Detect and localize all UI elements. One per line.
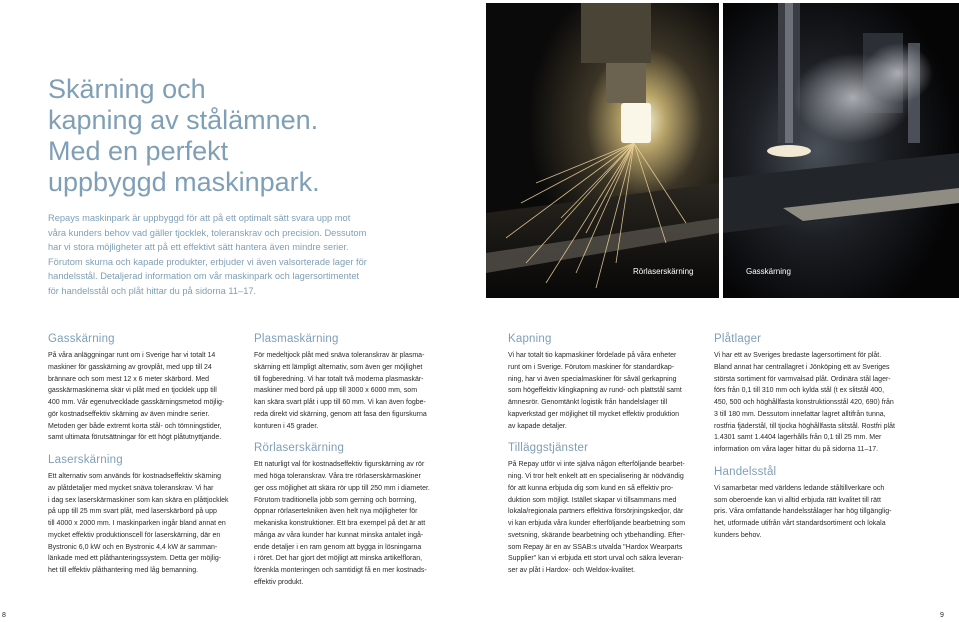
sparks-illustration <box>486 3 719 298</box>
section-body: Ett alternativ som används för kostnadseffektiv skärning av plåtdetaljer med mycket snäva toleranskrav. Vi har i dag sex laserskärmaskiner som kan skära en plåttjocklek på upp till 25 mm svart plåt, med laserskärbord på upp till 4000 x 2000 mm. I maskinparken ingår bland annat en mycket effektiv produktionscell för laserskärning, där en Bystronic 6,0 kW och en Bystronic 4,4 kW är samman- länkade med ett plåthanteringssystem. Detta ger möjlig- het till effektiv plåthantering med låg bemanning. <box>48 473 229 574</box>
page-number-right: 9 <box>940 612 944 619</box>
page-headline: Skärning och kapning av stålämnen. Med en perfekt uppbyggd maskinpark. <box>48 74 320 197</box>
section-body: På våra anläggningar runt om i Sverige har vi totalt 14 maskiner för gasskärning av grovplåt, med upp till 24 brännare och som mest 12 x 6 meter skärbord. Med gasskärmaskinerna skär vi plåt med en tjocklek upp till 400 mm. Vår egenutvecklade gasskärningsmetod möjlig- gör kostnadseffektiv skärning av även mindre serier. Metoden ger både extremt korta stål- och tömningstider, samt ultimata förutsättningar för ett högt plåtutnyttjande. <box>48 352 225 442</box>
section-body: Vi har totalt tio kapmaskiner fördelade på våra enheter runt om i Sverige. Förutom maskiner för standardkap- ning, har vi även specialmaskiner för såväl gerkapning som högeffektiv klingkapning av rund- och plattstål samt ämnesrör. Genomtänkt logistik från handelslager till kapverkstad ger möjlighet till mycket effektiv produktion av kapade detaljer. <box>508 352 682 430</box>
section-plasmaskarning <box>254 332 444 432</box>
section-tillaggstjanster <box>508 441 698 577</box>
gas-cutting-illustration <box>723 3 959 298</box>
intro-paragraph: Repays maskinpark är uppbyggd för att på ett optimalt sätt svara upp mot våra kunders behov vad gäller tjocklek, toleranskrav och precision. Dessutom har vi stora möjligheter att på ett effektivt sätt hantera även mindre serier. Förutom skurna och kapade produkter, erbjuder vi även valsorterade lager för handelsstål. Detaljerad information om vår maskinpark och lagersortimentet för handelsstål och plåt hittar du på sidorna 11–17. <box>48 213 367 296</box>
section-kapning <box>508 332 698 432</box>
section-body: Vi har ett av Sveriges bredaste lagersortiment för plåt. Bland annat har centrallagret i Jönköping ett av Sveriges största sortiment för varmvalsad plåt. Ordinära stål lager- förs från 0,1 till 310 mm och kylda stål (t ex slitstål 400, 450, 500 och höghållfasta konstruktionsstål 420, 690) från 3 till 180 mm. Dessutom innefattar lagret alltifrån tunna, rostfria fjäderstål, till tjocka höghållfasta slitstål. Rostfri plåt 1.4301 samt 1.4404 lagerhålls från 0,1 till 25 mm. Mer information om våra lager hittar du på sidorna 11–17. <box>714 352 895 453</box>
section-title: Kapning <box>508 333 552 345</box>
gas-cutting-photo <box>723 3 959 298</box>
section-body: Vi samarbetar med världens ledande ståltillverkare och som oberoende kan vi alltid erbjuda rätt kvalitet till rätt pris. Våra omfattande handelsstålager har hög tillgänglig- het, utformade utifrån vårt standardsortiment och lokala kunders behov. <box>714 484 892 539</box>
column-3 <box>508 332 698 577</box>
section-body: För medeltjock plåt med snäva toleranskrav är plasma- skärning ett lämpligt alternativ, som även ger möjlighet till fogberedning. Vi har totalt två moderna plasmaskär- maskiner med bord på upp till 3000 x 6000 mm, som kan skära svart plåt i upp till 60 mm. Vi kan även fogbe- reda direkt vid skärning, genom att fasa den figurskurna konturen i 45 grader. <box>254 352 427 430</box>
column-2 <box>254 332 444 589</box>
section-title: Rörlaserskärning <box>254 442 345 455</box>
section-body: Ett naturligt val för kostnadseffektiv figurskärning av rör med höga toleranskrav. Våra tre rörlaserskärmaskiner ger oss möjlighet att skära rör upp till 250 mm i diameter. Förutom traditionella jobb som gerning och borrning, öppnar rörlasertekniken även helt nya möjligheter för mekaniska konstruktioner. Ett bra exempel på det är att många av våra kunder har kunnat minska antalet ingå- ende detaljer i en ram genom att bygga in lösningarna i röret. Det har gjort det möjligt att minska artikelfloran, förenkla monteringen och samtidigt få en mer kostnads- effektiv produkt. <box>254 461 430 586</box>
section-title: Laserskärning <box>48 454 123 466</box>
section-handelsstal <box>714 465 904 542</box>
column-1 <box>48 332 238 577</box>
section-title: Handelsstål <box>714 465 777 478</box>
section-title: Tilläggstjänster <box>508 442 589 455</box>
section-title: Plasmaskärning <box>254 333 339 345</box>
section-rorlaserskarning <box>254 441 444 588</box>
section-gasskarning <box>48 332 238 444</box>
tube-laser-cutting-photo <box>486 3 719 298</box>
column-4 <box>714 332 904 542</box>
section-platlager <box>714 332 904 456</box>
section-title: Gasskärning <box>48 333 115 345</box>
page-number-left: 8 <box>2 612 6 619</box>
section-body: På Repay utför vi inte själva någon efterföljande bearbet- ning. Vi tror helt enkelt att en specialisering är nödvändig för att kunna erbjuda dig som kund en så effektiv pro- duktion som möjligt. Istället skapar vi tillsammans med lokala/regionala partners effektiva försörjningskedjor, där vi kan erbjuda våra kunder efterföljande bearbetning som svetsning, skärande bearbetning och ytbehandling. Efter- som Repay är en av SSAB:s utvalda "Hardox Wearparts Supplier" kan vi erbjuda ett stort urval och säkra leveran- ser av plåt i Hardox- och Weldox-kvalitet. <box>508 461 686 574</box>
section-laserskarning <box>48 453 238 577</box>
tube-laser-caption: Rörlaserskärning <box>633 267 694 276</box>
gas-cutting-caption: Gasskärning <box>746 267 791 276</box>
section-title: Plåtlager <box>714 333 762 345</box>
